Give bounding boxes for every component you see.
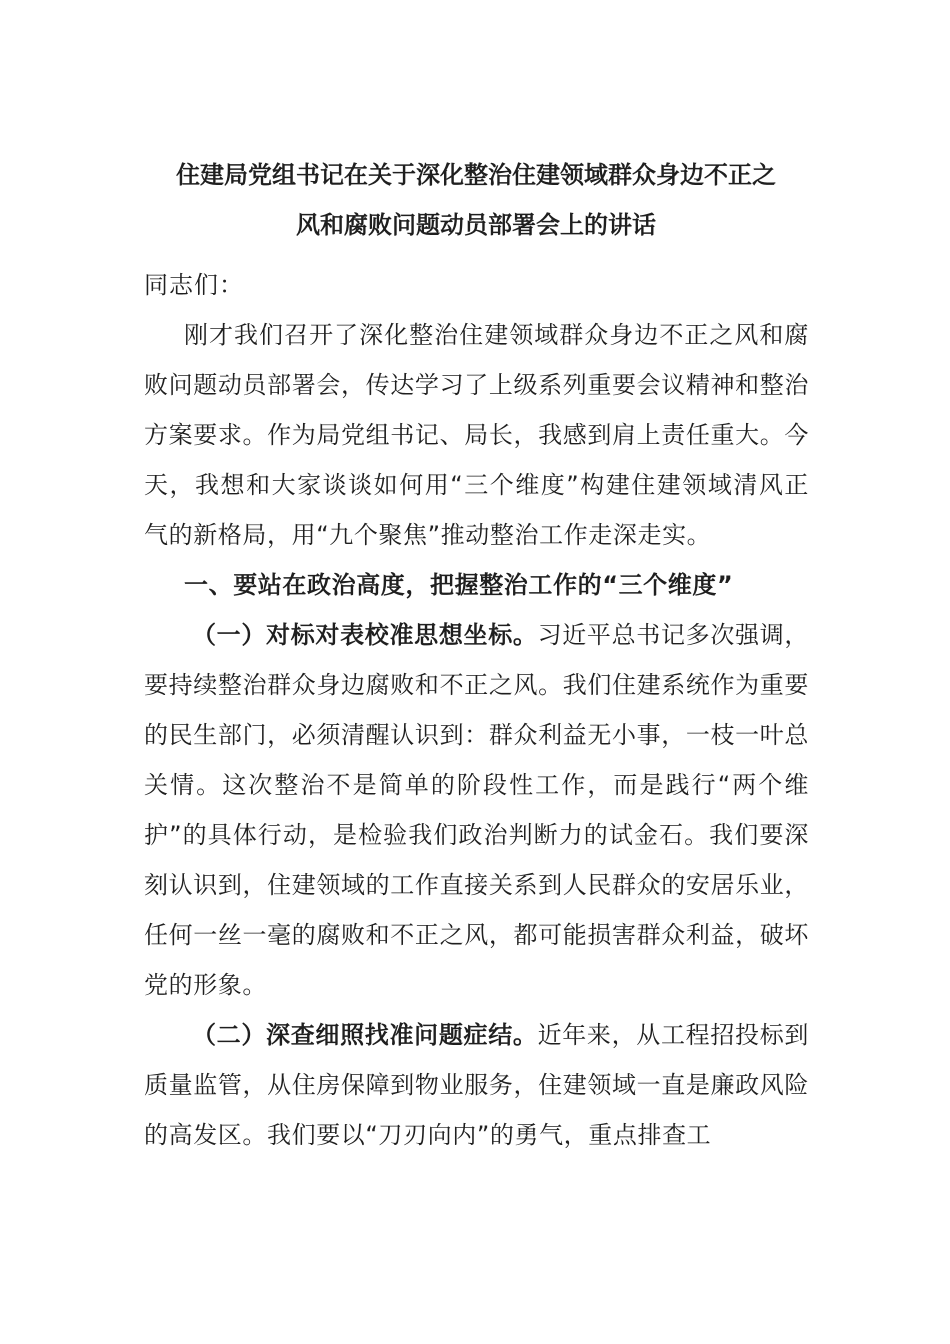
- subsection-1-body: 习近平总书记多次强调，要持续整治群众身边腐败和不正之风。我们住建系统作为重要的民生部门，必须清醒认识到：群众利益无小事，一枝一叶总关情。这次整治不是简单的阶段性工作，而是践行“两个维护”的具体行动，是检验我们政治判断力的试金石。我们要深刻认识到，住建领域的工作直接关系到人民群众的安居乐业，任何一丝一毫的腐败和不正之风，都可能损害群众利益，破坏党的形象。: [144, 621, 809, 999]
- title-line-2: 风和腐败问题动员部署会上的讲话: [296, 211, 656, 239]
- document-page: [144, 150, 809, 1160]
- document-title: [126, 150, 826, 250]
- intro-paragraph: 刚才我们召开了深化整治住建领域群众身边不正之风和腐败问题动员部署会，传达学习了上级系列重要会议精神和整治方案要求。作为局党组书记、局长，我感到肩上责任重大。今天，我想和大家谈谈如何用“三个维度”构建住建领域清风正气的新格局，用“九个聚焦”推动整治工作走深走实。: [144, 321, 809, 549]
- salutation: 同志们：: [144, 271, 244, 299]
- section-1-heading: 一、要站在政治高度，把握整治工作的“三个维度”: [184, 571, 734, 599]
- subsection-2-paragraph: [144, 1010, 809, 1160]
- subsection-2-body: 近年来，从工程招投标到质量监管，从住房保障到物业服务，住建领域一直是廉政风险的高发区。我们要以“刀刃向内”的勇气，重点排查工: [144, 1021, 809, 1149]
- subsection-2-lead: （二）深查细照找准问题症结。: [192, 1021, 538, 1049]
- subsection-1-paragraph: [144, 610, 809, 1010]
- title-line-1: 住建局党组书记在关于深化整治住建领域群众身边不正之: [176, 161, 776, 189]
- subsection-1-lead: （一）对标对表校准思想坐标。: [192, 621, 538, 649]
